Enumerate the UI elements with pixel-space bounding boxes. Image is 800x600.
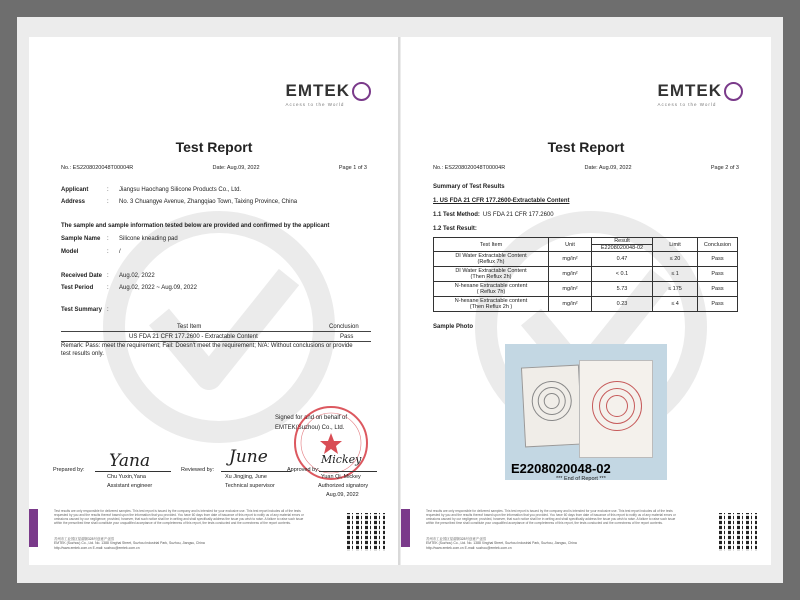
report-date: Date: Aug.09, 2022 <box>584 165 632 171</box>
cell-conclusion: Pass <box>698 267 738 282</box>
report-number: No.: ES2208020048T00004R <box>433 165 506 171</box>
cell-test-item <box>434 267 549 282</box>
reviewed-title: Technical supervisor <box>225 483 275 489</box>
test-method-row <box>433 212 554 218</box>
footer-address-cn: 苏州市工业园区星湖街328号创意产业园 <box>426 537 486 541</box>
photo-caption: E2208020048-02 <box>511 461 611 476</box>
model-value: / <box>119 249 121 255</box>
test-item-line-1: DI Water Extractable Content <box>455 268 527 274</box>
cell-limit: ≤ 175 <box>653 282 698 297</box>
logo-text: EMTEK <box>285 81 350 100</box>
prepared-line <box>95 471 171 472</box>
period-label: Test Period <box>61 285 94 291</box>
footer-address <box>54 537 324 550</box>
address-label: Address <box>61 199 86 205</box>
table-row <box>434 252 738 267</box>
cell-unit: mg/in² <box>549 252 592 267</box>
summary-row: Test Summary : <box>61 307 109 313</box>
approved-name: Yuan Qi, Mickey <box>321 474 361 480</box>
sample-name-label: Sample Name <box>61 236 101 242</box>
sample-photo <box>505 344 667 480</box>
cell-result: 0.47 <box>592 252 653 267</box>
reviewed-signature: June <box>229 447 268 467</box>
logo-tagline: Access to the World <box>285 102 345 107</box>
sample-intro: The sample and sample information tested below are provided and confirmed by the applicant <box>61 223 330 229</box>
table-row <box>434 297 738 312</box>
col-unit: Unit <box>549 238 592 252</box>
report-page-2 <box>401 37 771 565</box>
test-result-label: 1.2 Test Result: <box>433 226 477 232</box>
page-title: Test Report <box>547 139 625 155</box>
applicant-row: Applicant : Jiangsu Haochang Silicone Products Co., Ltd. <box>61 187 242 193</box>
footer-brand-bar <box>29 509 38 547</box>
period-row: Test Period : Aug.02, 2022 ~ Aug.09, 2022 <box>61 285 197 291</box>
silicone-pad-white <box>521 365 583 448</box>
model-row: Model : / <box>61 249 121 255</box>
logo-tagline: Access to the World <box>657 102 717 107</box>
approved-line <box>319 471 377 472</box>
summary-heading: Summary of Test Results <box>433 184 505 190</box>
test-item-line-2: (Reflux 7h) <box>477 259 505 265</box>
logo-mark-icon <box>352 82 371 101</box>
col-result-label: Result <box>592 238 652 245</box>
table-row <box>434 282 738 297</box>
page-footer <box>401 503 771 565</box>
cell-conclusion: Pass <box>698 297 738 312</box>
report-meta <box>61 165 367 171</box>
cell-conclusion: Pass <box>698 282 738 297</box>
test-result-table <box>433 237 738 312</box>
cell-test-item <box>434 297 549 312</box>
col-test-item: Test Item <box>434 238 549 252</box>
signed-line-2: EMTEK(Suzhou) Co., Ltd. <box>275 425 345 431</box>
test-method-value: US FDA 21 CFR 177.2600 <box>482 212 554 218</box>
qr-code-icon[interactable] <box>347 513 385 551</box>
cell-unit: mg/in² <box>549 267 592 282</box>
cell-result: 0.23 <box>592 297 653 312</box>
end-of-report: *** End of Report *** <box>556 476 606 482</box>
test-item-line-2: (Then Reflux 2h) <box>470 274 512 280</box>
footer-contact: http://www.emtek.com.cn E-mail: suzhou@emtek.com.cn <box>426 545 512 550</box>
signed-line-1: Signed for and on behalf of <box>275 415 348 421</box>
address-row: Address : No. 3 Chuangye Avenue, Zhangqiao Town, Taixing Province, China <box>61 199 298 205</box>
footer-disclaimer: Test results are only responsible for delivered samples. This test report is issued by the company and is intended for your exclusive use. This test report includes all of the tests requested by you and the results thereof based upon the information that you provided. You have 60 days from date of issuance of this report to notify us of any material errors or omissions caused by our negligence; provided, however, that such notice shall be in writing and shall specifically address the issue you wish to raise. A failure to raise such issue within the prescribed time shall constitute your unqualified acceptance of the completeness of this report, the tests conducted and the correctness of the report contents. <box>54 509 304 525</box>
summary-divider-2 <box>61 341 371 342</box>
footer-contact: http://www.emtek.com.cn E-mail: suzhou@emtek.com.cn <box>54 545 140 550</box>
footer-brand-bar <box>401 509 410 547</box>
test-method-label: 1.1 Test Method: <box>433 212 480 218</box>
test-item-line-2: (Then Reflux 2h ) <box>469 304 513 310</box>
page-footer <box>29 503 399 565</box>
col-conclusion: Conclusion <box>698 238 738 252</box>
section-1-heading: 1. US FDA 21 CFR 177.2600-Extractable Content <box>433 198 570 204</box>
page-separator <box>398 37 400 565</box>
approved-date: Aug.09, 2022 <box>326 492 359 498</box>
document-viewer <box>17 17 783 583</box>
applicant-label: Applicant <box>61 187 89 193</box>
summary-col-conclusion: Conclusion <box>329 324 359 330</box>
summary-col-item: Test Item <box>177 324 202 330</box>
test-item-line-1: DI Water Extractable Content <box>455 253 527 259</box>
model-label: Model <box>61 249 79 255</box>
sample-photo-label: Sample Photo <box>433 324 474 330</box>
cell-unit: mg/in² <box>549 282 592 297</box>
applicant-value: Jiangsu Haochang Silicone Products Co., Ltd. <box>119 187 242 193</box>
footer-disclaimer: Test results are only responsible for delivered samples. This test report is issued by the company and is intended for your exclusive use. This test report includes all of the tests requested by you and the results thereof based upon the information that you provided. You have 60 days from date of issuance of this report to notify us of any material errors or omissions caused by our negligence; provided, however, that such notice shall be in writing and shall specifically address the issue you wish to raise. A failure to raise such issue within the prescribed time shall constitute your unqualified acceptance of the completeness of this report, the tests conducted and the correctness of the report contents. <box>426 509 676 525</box>
col-result-sample: E2208020048-02 <box>600 245 644 251</box>
summary-item: US FDA 21 CFR 177.2600 - Extractable Content <box>129 334 258 340</box>
cell-result: 5.73 <box>592 282 653 297</box>
approved-signature: Mickey <box>321 453 362 466</box>
summary-conclusion: Pass <box>340 334 354 340</box>
prepared-label: Prepared by: <box>53 467 85 473</box>
footer-address-cn: 苏州市工业园区星湖街328号创意产业园 <box>54 537 114 541</box>
report-number: No.: ES2208020048T00004R <box>61 165 134 171</box>
test-item-line-1: N-hexane Extractable content <box>454 283 528 289</box>
page-number: Page 1 of 3 <box>338 165 367 171</box>
remark-line-1: Remark: Pass: meet the requirement; Fail: Doesn't meet the requirement; N/A: Without conclusions or provide <box>61 343 353 349</box>
received-value: Aug.02, 2022 <box>119 273 155 279</box>
cell-result: < 0.1 <box>592 267 653 282</box>
logo-text: EMTEK <box>657 81 722 100</box>
reviewed-label: Reviewed by: <box>181 467 215 473</box>
silicone-pad-red <box>579 360 653 458</box>
sample-name-value: Silicone kneading pad <box>119 236 178 242</box>
cell-unit: mg/in² <box>549 297 592 312</box>
reviewed-name: Xu Jingjing, June <box>225 474 267 480</box>
remark-line-2: test results only. <box>61 351 104 357</box>
col-result <box>592 238 653 252</box>
prepared-name: Chu Yuxin,Yana <box>107 474 146 480</box>
table-header-row <box>434 238 738 252</box>
emtek-logo <box>658 81 744 107</box>
prepared-title: Assistant engineer <box>107 483 153 489</box>
emtek-logo <box>286 81 372 107</box>
test-item-line-2: ( Reflux 7h) <box>476 289 506 295</box>
address-value: No. 3 Chuangye Avenue, Zhangqiao Town, Taixing Province, China <box>119 199 298 205</box>
cell-limit: ≤ 20 <box>653 252 698 267</box>
page-number: Page 2 of 3 <box>710 165 739 171</box>
summary-label: Test Summary <box>61 307 102 313</box>
received-row: Received Date : Aug.02, 2022 <box>61 273 155 279</box>
prepared-signature: Yana <box>109 451 151 471</box>
period-value: Aug.02, 2022 ~ Aug.09, 2022 <box>119 285 197 291</box>
page-title: Test Report <box>175 139 253 155</box>
footer-address-en: EMTEK (Suzhou) Co., Ltd. No. 1388 Xinghai Street, Suzhou Industrial Park, Suzhou, Jiangsu, China <box>54 541 205 546</box>
received-label: Received Date <box>61 273 103 279</box>
qr-code-icon[interactable] <box>719 513 757 551</box>
cell-limit: ≤ 4 <box>653 297 698 312</box>
footer-address <box>426 537 696 550</box>
approved-label: Approved by: <box>287 467 320 473</box>
report-date: Date: Aug.09, 2022 <box>212 165 260 171</box>
cell-test-item <box>434 282 549 297</box>
cell-conclusion: Pass <box>698 252 738 267</box>
reviewed-line <box>221 471 291 472</box>
col-limit: Limit <box>653 238 698 252</box>
approved-title: Authorized signatory <box>318 483 369 489</box>
test-item-line-1: N-hexane Extractable content <box>454 298 528 304</box>
footer-address-en: EMTEK (Suzhou) Co., Ltd. No. 1388 Xinghai Street, Suzhou Industrial Park, Suzhou, Jiangsu, China <box>426 541 577 546</box>
sample-name-row: Sample Name : Silicone kneading pad <box>61 236 178 242</box>
table-row <box>434 267 738 282</box>
cell-test-item <box>434 252 549 267</box>
cell-limit: ≤ 1 <box>653 267 698 282</box>
report-page-1 <box>29 37 399 565</box>
logo-mark-icon <box>724 82 743 101</box>
summary-divider <box>61 331 371 332</box>
report-meta <box>433 165 739 171</box>
